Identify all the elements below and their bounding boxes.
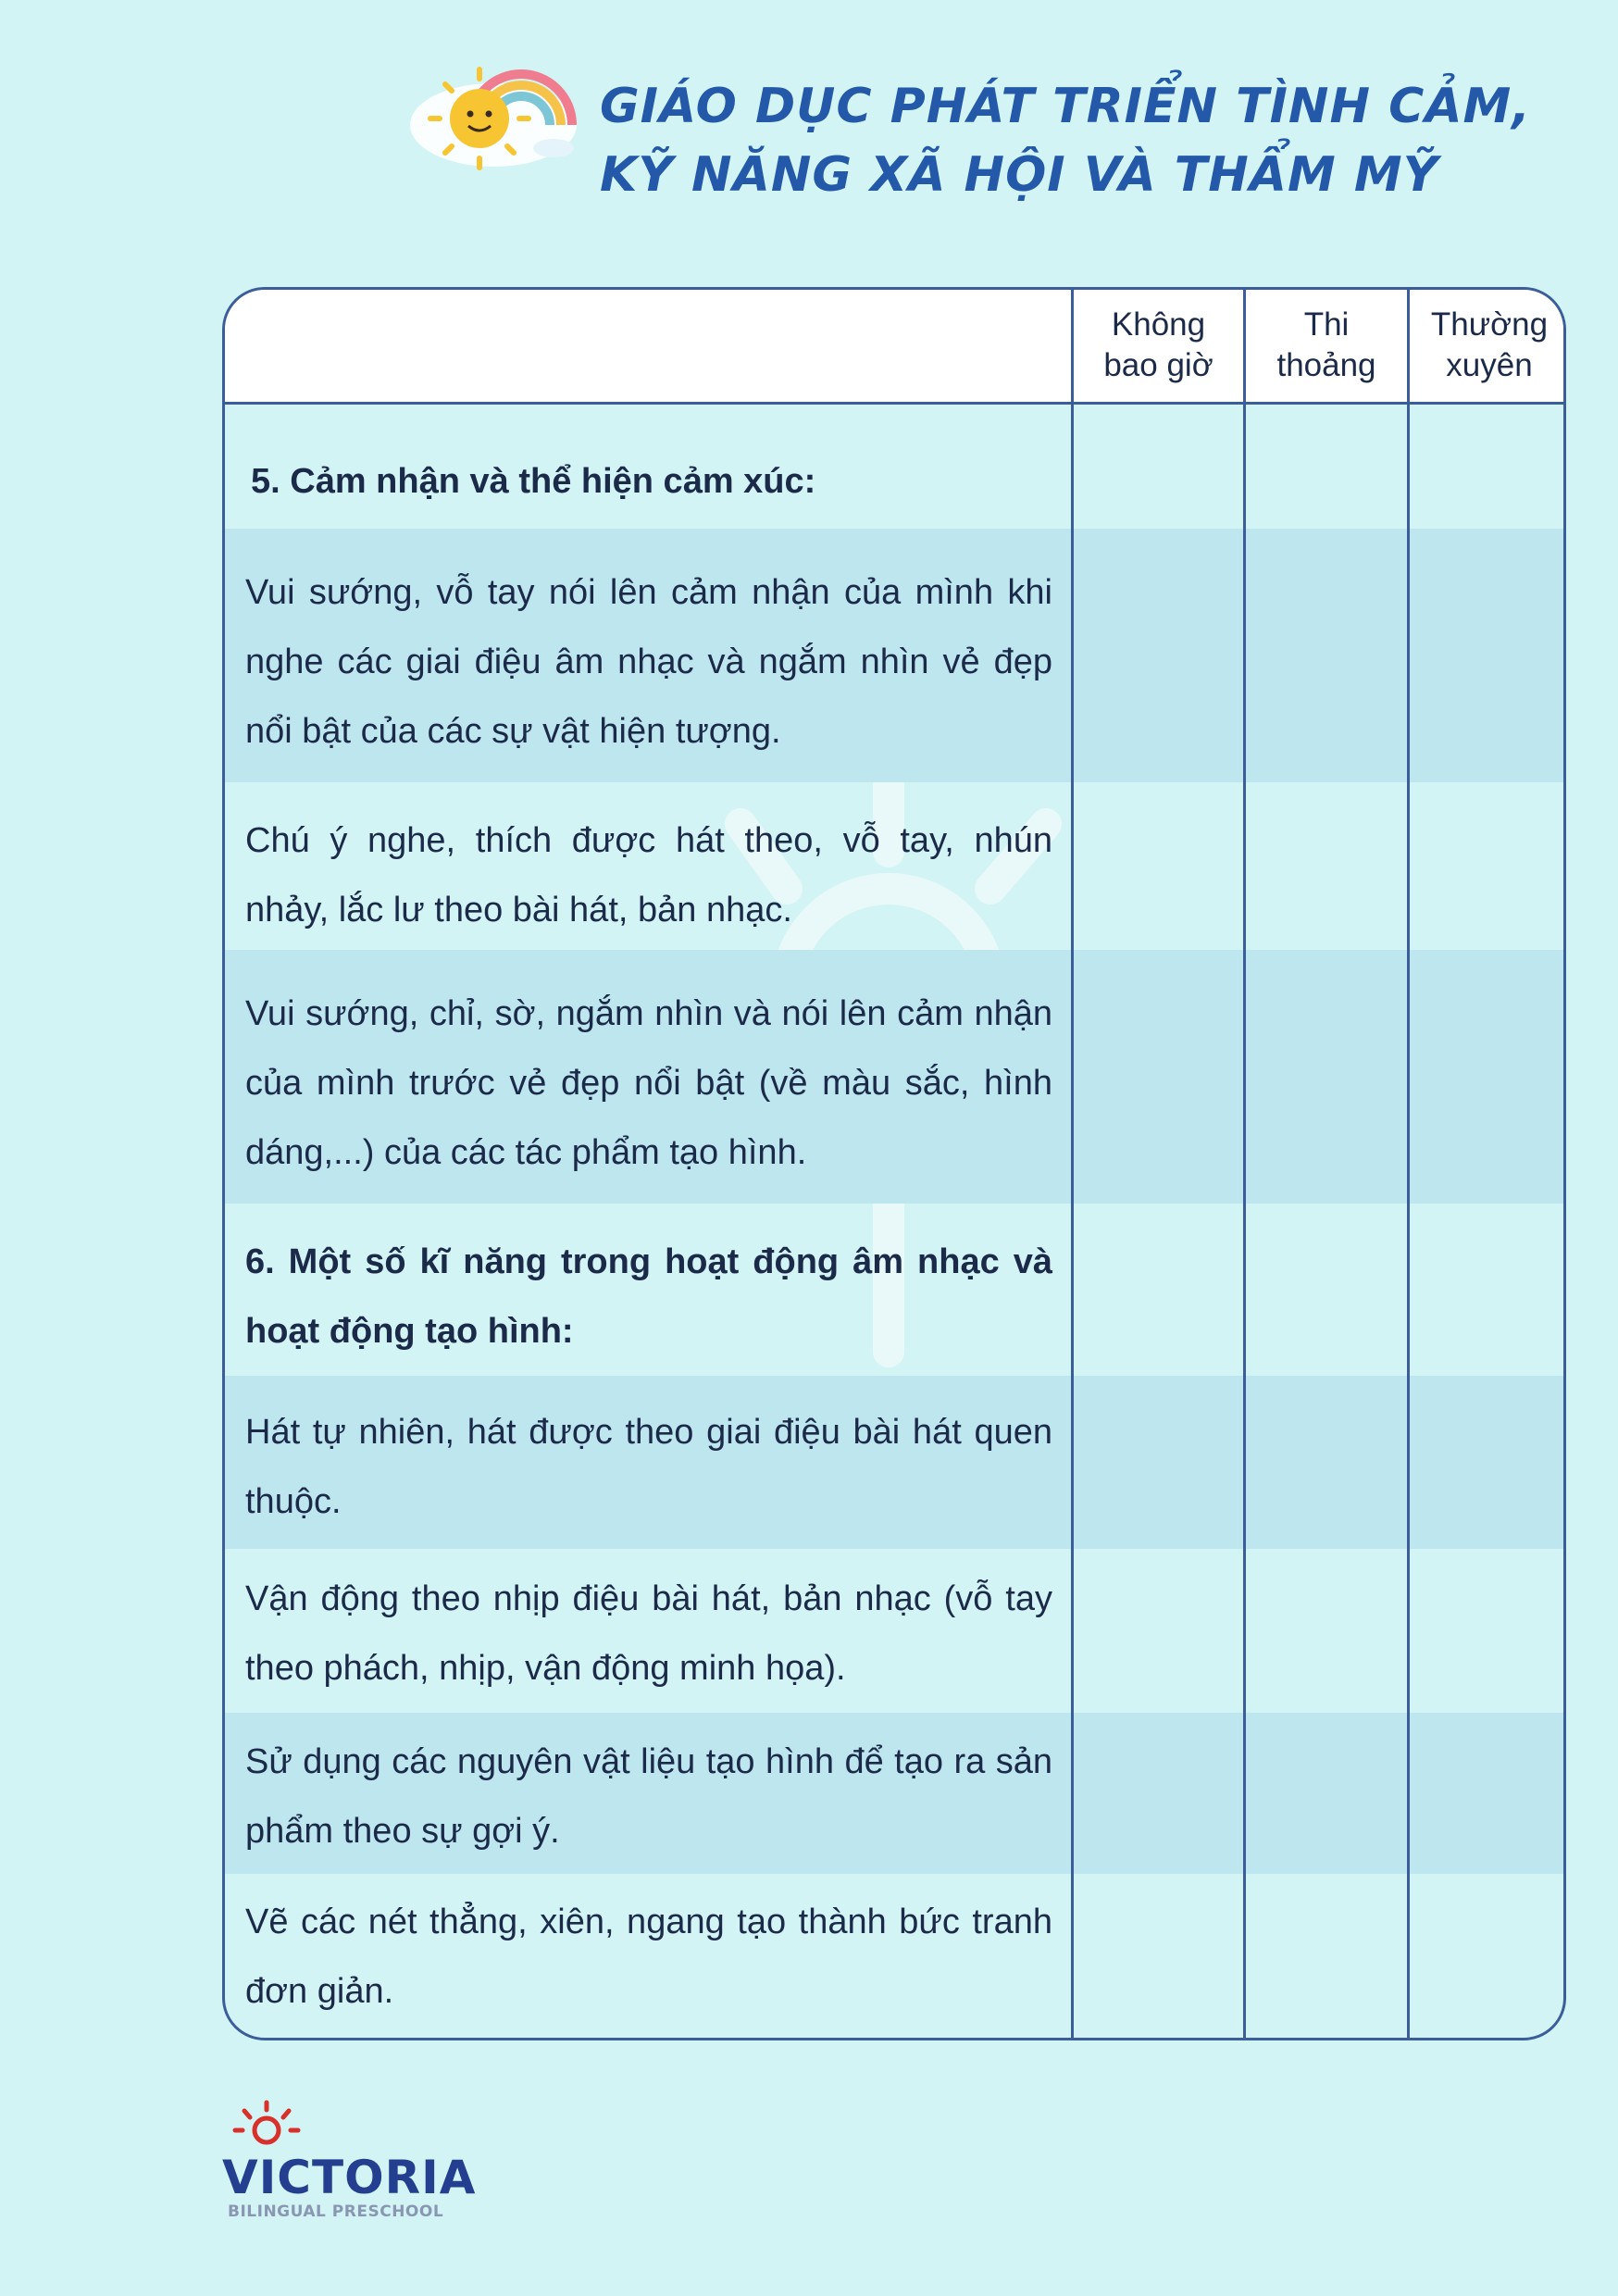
victoria-logo — [222, 2097, 477, 2227]
section-heading: 5. Cảm nhận và thể hiện cảm xúc: — [251, 462, 816, 501]
section-heading: 6. Một số kĩ năng trong hoạt động âm nhạc và hoạt động tạo hình: — [245, 1242, 1052, 1351]
title-line-1: GIÁO DỤC PHÁT TRIỂN TÌNH CẢM, — [600, 79, 1531, 134]
table-row: Vận động theo nhịp điệu bài hát, bản nhạc (vỗ tay theo phách, nhịp, vận động minh họa). — [245, 1579, 1052, 1688]
table-row: Sử dụng các nguyên vật liệu tạo hình để tạo ra sản phẩm theo sự gợi ý. — [245, 1742, 1052, 1851]
logo-subtitle: BILINGUAL PRESCHOOL — [228, 2202, 444, 2221]
table-row: Vui sướng, vỗ tay nói lên cảm nhận của mình khi nghe các giai điệu âm nhạc và ngắm nhìn vẻ đẹp nổi bật của các sự vật hiện tượng. — [245, 573, 1052, 751]
column-header-often: Thường xuyên — [1430, 306, 1549, 383]
column-divider — [1071, 290, 1074, 2038]
column-header-never: Không bao giờ — [1103, 306, 1214, 383]
sun-rainbow-icon — [405, 37, 581, 176]
table-row: Hát tự nhiên, hát được theo giai điệu bài hát quen thuộc. — [245, 1413, 1052, 1521]
logo-name: VICTORIA — [222, 2151, 477, 2204]
table-row: Chú ý nghe, thích được hát theo, vỗ tay, nhún nhảy, lắc lư theo bài hát, bản nhạc. — [245, 821, 1052, 930]
table-row: Vui sướng, chỉ, sờ, ngắm nhìn và nói lên cảm nhận của mình trước vẻ đẹp nổi bật (về màu sắc, hình dáng,...) của các tác phẩm tạo hình. — [245, 994, 1052, 1172]
column-header-sometimes: Thi thoảng — [1276, 306, 1376, 383]
evaluation-table — [222, 287, 1566, 2040]
column-divider — [1243, 290, 1246, 2038]
table-row: Vẽ các nét thẳng, xiên, ngang tạo thành bức tranh đơn giản. — [245, 1903, 1052, 2011]
column-divider — [1407, 290, 1410, 2038]
title-line-2: KỸ NĂNG XÃ HỘI VÀ THẨM MỸ — [600, 147, 1439, 203]
page-title — [600, 72, 1531, 209]
